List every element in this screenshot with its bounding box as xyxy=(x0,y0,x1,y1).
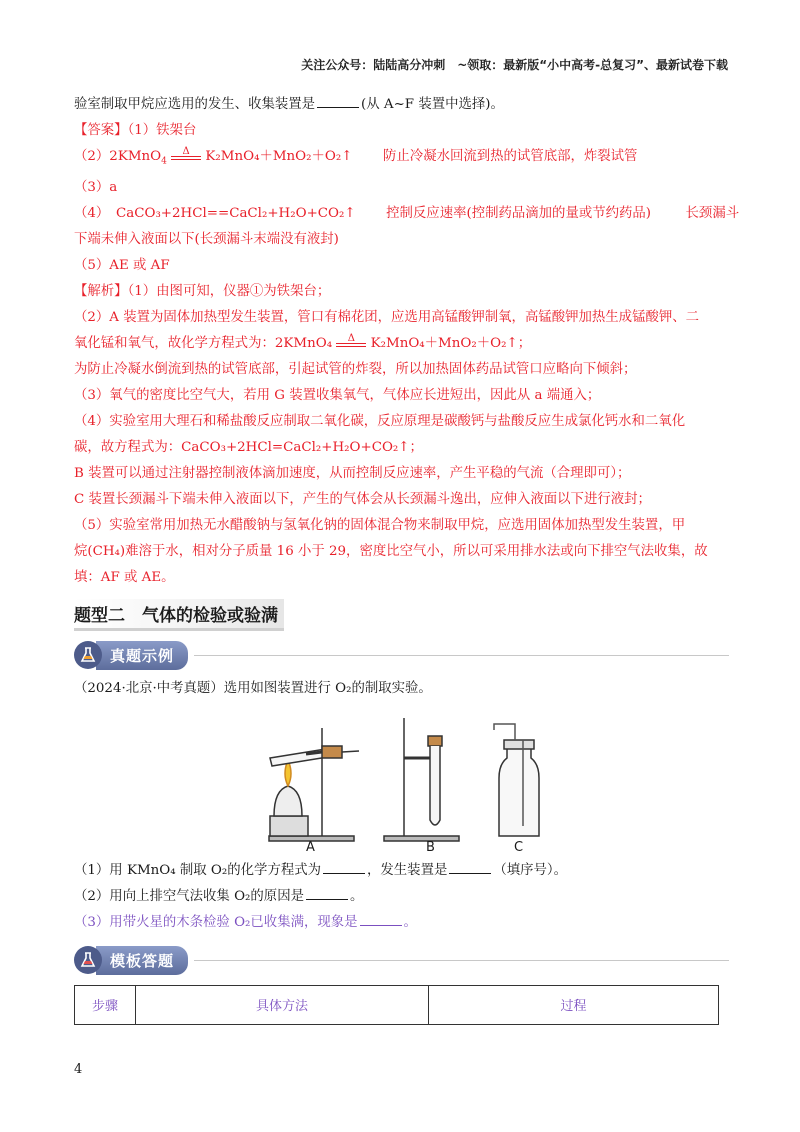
analysis-2a: （2）A 装置为固体加热型发生装置，管口有棉花团，应选用高锰酸钾制氧，高锰酸钾加热生成锰酸钾、二 xyxy=(74,309,700,325)
heat-symbol-2: Δ xyxy=(347,332,355,344)
analysis-2b-prefix: 氧化锰和氧气，故化学方程式为：2KMnO₄ xyxy=(74,335,333,351)
flask-icon xyxy=(74,641,102,669)
analysis-4c: B 装置可以通过注射器控制液体滴加速度，从而控制反应速率，产生平稳的气流（合理即可）； xyxy=(74,465,631,481)
sub-question-3 xyxy=(74,910,729,936)
answer-2-reason: 防止冷凝水回流到热的试管底部，炸裂试管 xyxy=(383,149,638,164)
flask-icon xyxy=(74,946,102,974)
sub-q2-b: 。 xyxy=(349,888,364,904)
blank-equation xyxy=(323,861,365,874)
answer-template-table xyxy=(74,985,719,1025)
page-content xyxy=(74,92,740,1025)
q5-suffix: (从 A~F 装置中选择)。 xyxy=(361,97,504,112)
label-b: B xyxy=(426,839,435,855)
answer-4 xyxy=(74,201,740,227)
question-stem: （2024·北京·中考真题）选用如图装置进行 O₂的制取实验。 xyxy=(74,680,432,696)
real-exam-badge xyxy=(74,641,729,670)
analysis-1 xyxy=(74,279,729,305)
badge-divider xyxy=(194,960,729,961)
table-header-row xyxy=(75,985,719,1024)
template-answer-label: 模板答题 xyxy=(96,946,188,975)
section-title: 题型二 气体的检验或验满 xyxy=(74,599,284,631)
badge-divider xyxy=(194,655,729,656)
answer-tag: 【答案】 xyxy=(74,123,128,138)
sub-q3-b: 。 xyxy=(403,914,417,930)
answer-2 xyxy=(74,144,729,175)
analysis-2b-suffix: K₂MnO₄＋MnO₂＋O₂↑； xyxy=(370,335,532,351)
analysis-5b: 烷(CH₄)难溶于水，相对分子质量 16 小于 29，密度比空气小，所以可采用排水法或向下排空气法收集，故 xyxy=(74,543,708,559)
analysis-5c: 填：AF 或 AE。 xyxy=(74,569,175,585)
answer-4-equation: （4） CaCO₃+2HCl==CaCl₂+H₂O+CO₂↑ xyxy=(74,205,356,221)
header-step: 步骤 xyxy=(75,985,136,1024)
header-process: 过程 xyxy=(429,985,719,1024)
real-exam-label: 真题示例 xyxy=(96,641,188,670)
sub-question-2 xyxy=(74,884,729,910)
analysis-4b: 碳，故方程式为：CaCO₃+2HCl=CaCl₂+H₂O+CO₂↑； xyxy=(74,439,423,455)
question-5-line xyxy=(74,92,729,118)
analysis-tag: 【解析】 xyxy=(74,283,128,299)
q5-text: 验室制取甲烷应选用的发生、收集装置是 xyxy=(74,97,316,112)
blank-device xyxy=(449,861,491,874)
heat-condition-sign xyxy=(171,146,201,160)
analysis-4d: C 装置长颈漏斗下端未伸入液面以下，产生的气体会从长颈漏斗逸出，应伸入液面以下进行液封； xyxy=(74,491,651,507)
answer-2-products: K₂MnO₄＋MnO₂＋O₂↑ xyxy=(205,149,353,164)
apparatus-figure xyxy=(74,708,729,858)
answer-3: （3）a xyxy=(74,179,118,195)
analysis-2b xyxy=(74,331,729,357)
answer-2-reactant: （2）2KMnO xyxy=(74,149,162,164)
answer-4-cont: 下端未伸入液面以下(长颈漏斗末端没有液封) xyxy=(74,231,339,247)
template-answer-badge xyxy=(74,946,729,975)
sub-q2-a: （2）用向上排空气法收集 O₂的原因是 xyxy=(74,888,304,904)
apparatus-b xyxy=(384,718,459,841)
answer-4-note-a: 长颈漏斗 xyxy=(685,205,740,221)
sub-q1-a: （1）用 KMnO₄ 制取 O₂的化学方程式为 xyxy=(74,862,322,878)
analysis-2c: 为防止冷凝水倒流到热的试管底部，引起试管的炸裂，所以加热固体药品试管口应略向下倾斜； xyxy=(74,361,637,377)
header-method: 具体方法 xyxy=(136,985,429,1024)
analysis-5a: （5）实验室常用加热无水醋酸钠与氢氧化钠的固体混合物来制取甲烷，应选用固体加热型发生装置，甲 xyxy=(74,517,686,533)
label-c: C xyxy=(514,839,524,855)
sub-question-1 xyxy=(74,858,729,884)
answer-1-text: （1）铁架台 xyxy=(127,123,197,138)
sub-q3-a: （3）用带火星的木条检验 O₂已收集满，现象是 xyxy=(74,914,358,930)
analysis-1-text: （1）由图可知，仪器①为铁架台； xyxy=(127,283,331,299)
blank-reason xyxy=(306,887,348,900)
blank-phenomenon xyxy=(360,913,402,926)
heat-symbol: Δ xyxy=(182,146,190,157)
apparatus-drawing xyxy=(74,708,729,858)
analysis-4a: （4）实验室用大理石和稀盐酸反应制取二氧化碳，反应原理是碳酸钙与盐酸反应生成氯化钙水和二氧化 xyxy=(74,413,686,429)
label-a: A xyxy=(306,839,315,855)
page-number: 4 xyxy=(74,1062,83,1077)
apparatus-a xyxy=(269,728,359,841)
answer-5: （5）AE 或 AF xyxy=(74,257,170,273)
answer-4-advantage: 控制反应速率(控制药品滴加的量或节约药品) xyxy=(386,205,652,221)
sub-q1-b: ，发生装置是 xyxy=(367,862,448,878)
answer-blank xyxy=(317,95,359,108)
header-note: 关注公众号：陆陆高分冲刺 ~领取：最新版“小中高考-总复习”、最新试卷下载 xyxy=(301,58,728,72)
apparatus-c xyxy=(494,724,539,836)
analysis-3: （3）氧气的密度比空气大，若用 G 装置收集氧气，气体应长进短出，因此从 a 端通入； xyxy=(74,387,601,403)
sub-q1-c: （填序号）。 xyxy=(493,862,568,878)
heat-condition-sign-2 xyxy=(336,332,366,347)
subscript-4: 4 xyxy=(161,156,167,167)
